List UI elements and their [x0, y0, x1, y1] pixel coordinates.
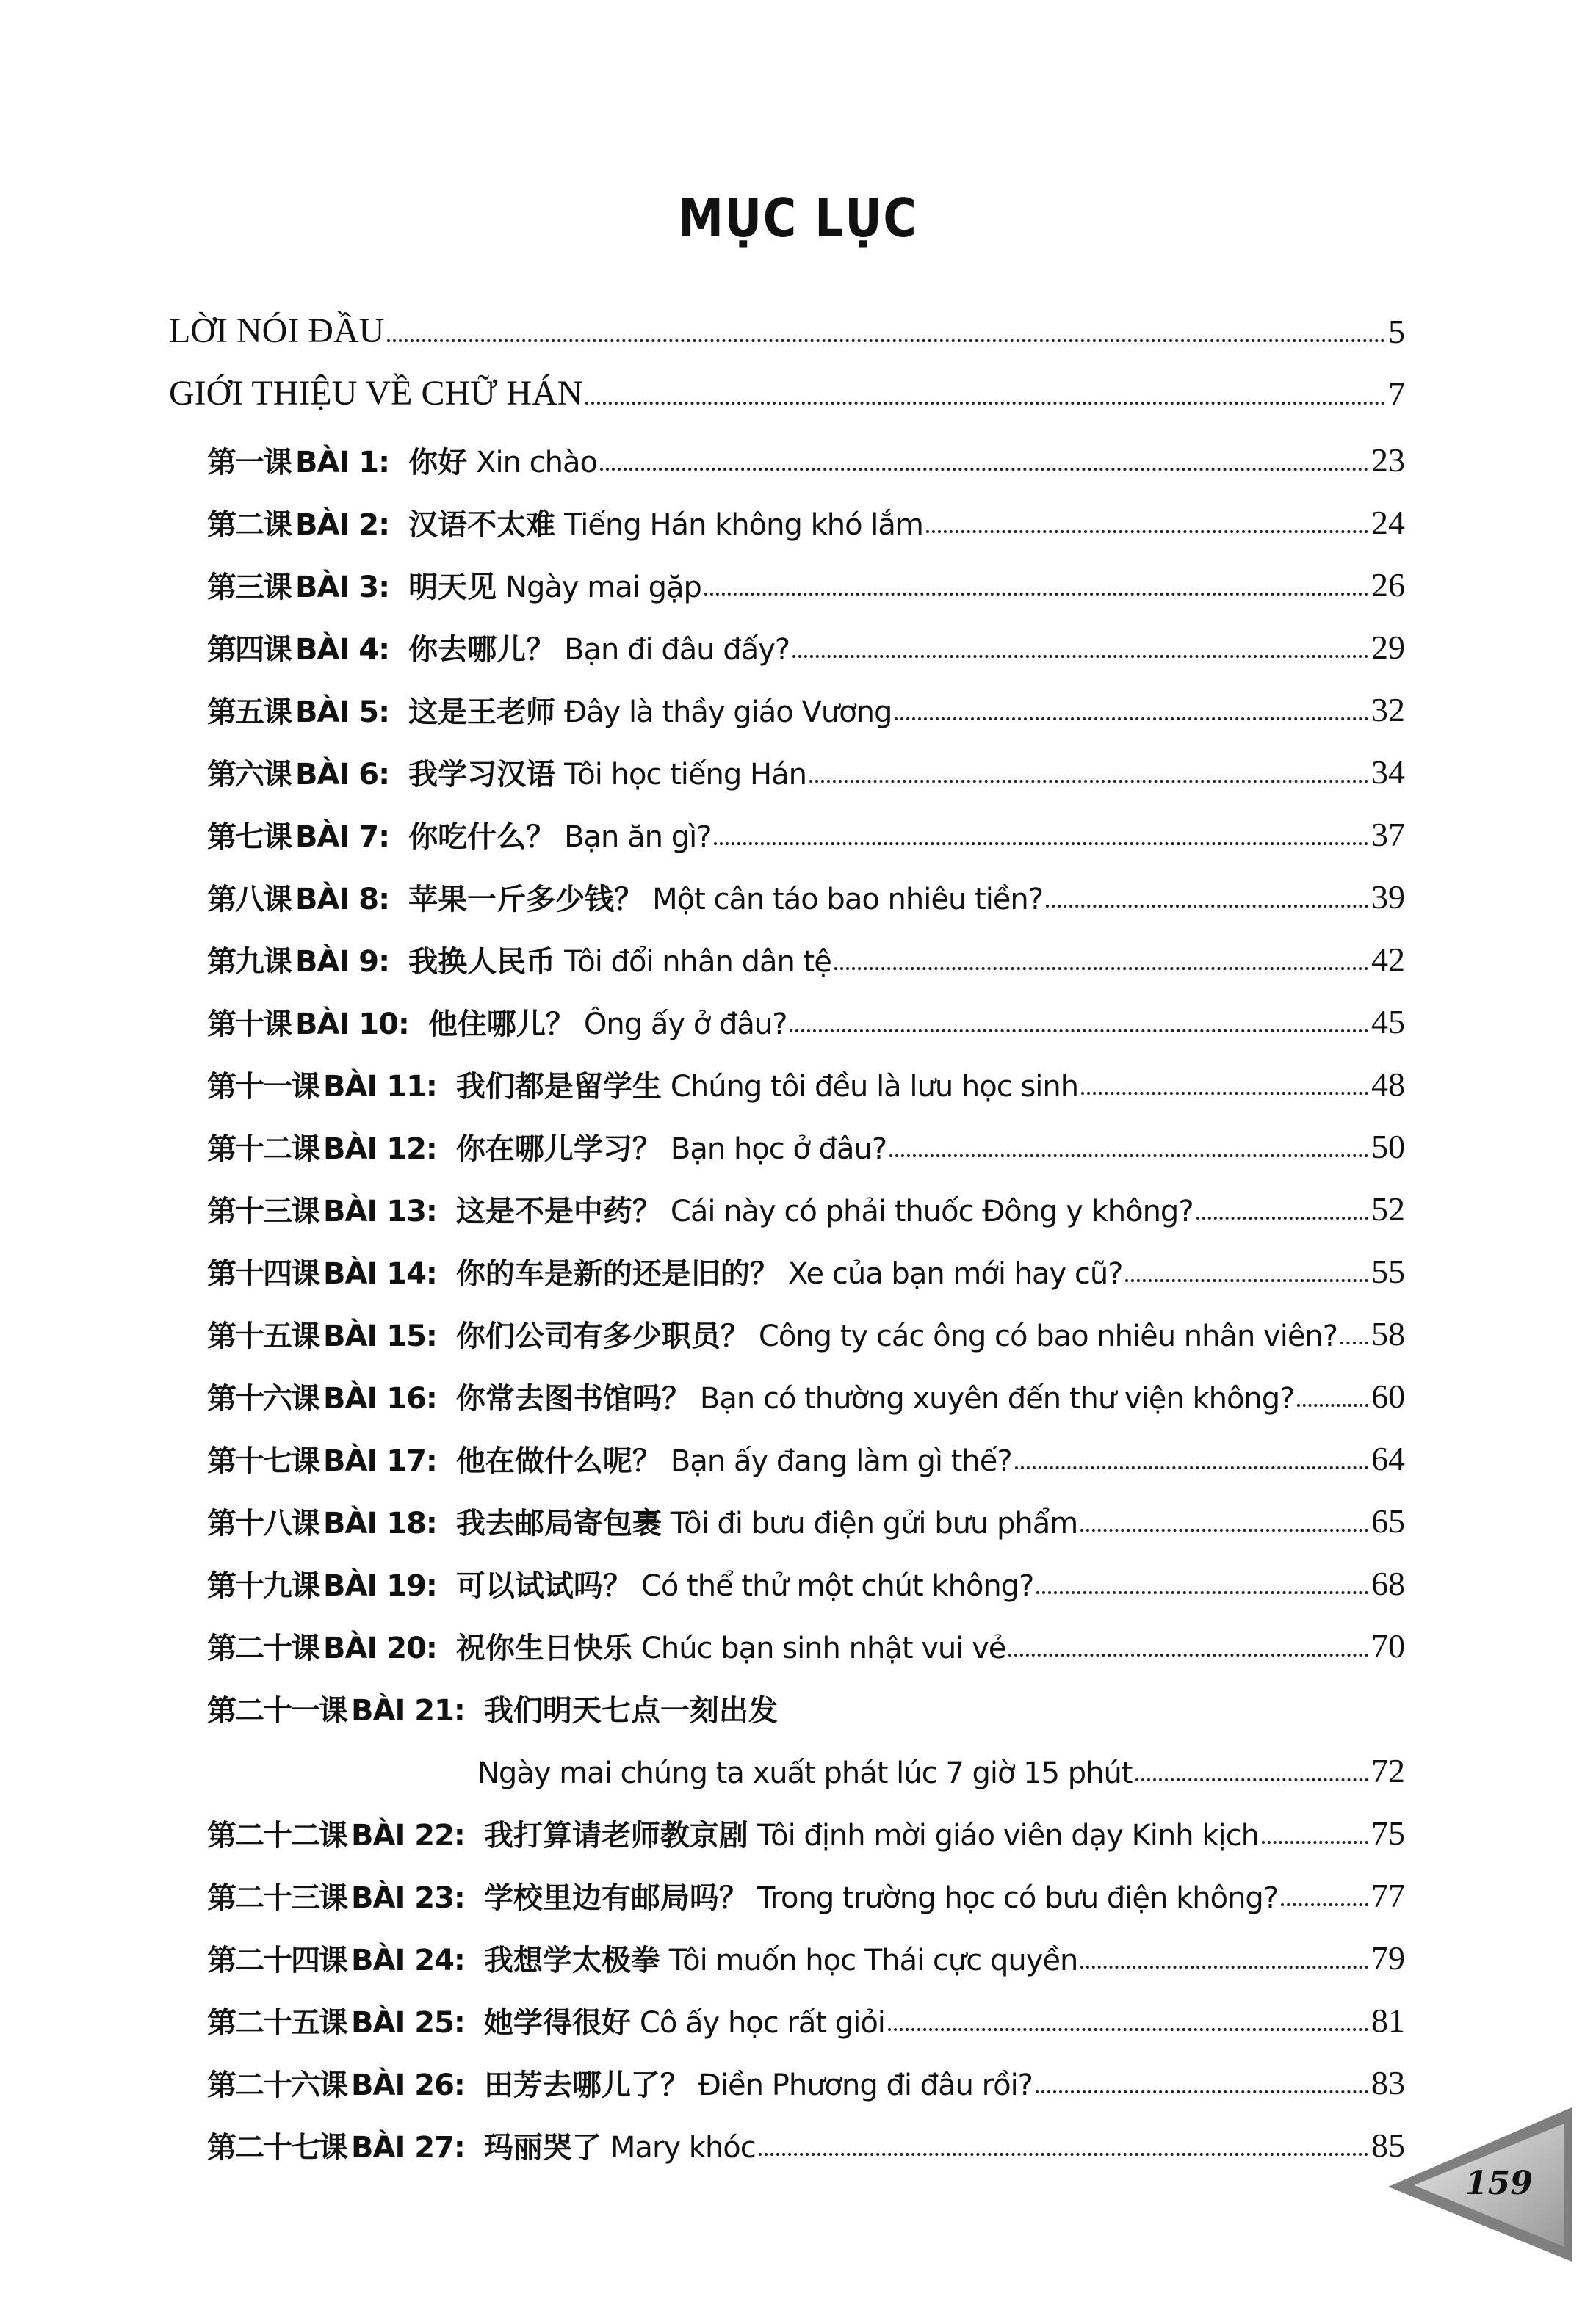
lesson-number-zh: 第十七课 [207, 1444, 319, 1478]
toc-lesson-20[interactable] [207, 1612, 1405, 1663]
leader-dots [926, 530, 1368, 533]
lesson-title-vi: Cô ấy học rất giỏi [639, 2006, 885, 2040]
lesson-title-zh: 玛丽哭了 [483, 2131, 602, 2165]
lesson-title-zh: 你在哪儿学习？ [455, 1132, 662, 1166]
lesson-number-zh: 第十一课 [207, 1070, 319, 1104]
lesson-title-vi: Bạn đi đâu đấy? [564, 633, 790, 667]
lesson-number-vi: BÀI 3: [295, 571, 390, 604]
lesson-title-vi: Xin chào [476, 446, 598, 479]
lesson-number-zh: 第二十六课 [207, 2068, 347, 2102]
leader-dots [1081, 1092, 1368, 1095]
lesson-title-vi: Mary khóc [610, 2131, 756, 2165]
lesson-title-vi: Trong trường học có bưu điện không? [757, 1881, 1279, 1915]
toc-page-number: 52 [1371, 1190, 1405, 1228]
toc-page-number: 29 [1371, 629, 1405, 666]
toc-page-number: 32 [1371, 691, 1405, 728]
lesson-title-zh: 你好 [408, 446, 468, 479]
lesson-number-zh: 第十三课 [207, 1195, 319, 1228]
lesson-title-vi: Bạn học ở đâu? [670, 1132, 887, 1166]
toc-page-number: 72 [1371, 1752, 1405, 1789]
lesson-number-vi: BÀI 11: [323, 1070, 437, 1104]
lesson-title-zh: 可以试试吗？ [455, 1569, 632, 1603]
toc-page-number: 34 [1371, 753, 1405, 791]
lesson-number-vi: BÀI 14: [323, 1257, 437, 1291]
leader-dots [1281, 1903, 1368, 1906]
toc-lesson-15[interactable] [207, 1300, 1405, 1351]
toc-page-number: 37 [1371, 816, 1405, 853]
toc-page-number: 64 [1371, 1440, 1405, 1477]
leader-dots [790, 1029, 1368, 1032]
toc-entry-introduction[interactable] [169, 360, 1405, 411]
lesson-number-vi: BÀI 20: [323, 1632, 437, 1665]
toc-lesson-23[interactable] [207, 1861, 1405, 1913]
lesson-title-zh: 这是不是中药？ [455, 1195, 662, 1228]
leader-dots [585, 402, 1385, 405]
leader-dots [1015, 1466, 1368, 1469]
lesson-title-zh: 汉语不太难 [408, 508, 556, 542]
lesson-title-vi: Tiếng Hán không khó lắm [564, 508, 923, 542]
lesson-title-vi: Điền Phương đi đâu rồi? [698, 2068, 1033, 2102]
lesson-title-zh: 我们明天七点一刻出发 [483, 1694, 778, 1728]
lesson-number-zh: 第十四课 [207, 1257, 319, 1291]
leader-dots [1297, 1404, 1368, 1407]
toc-entry-foreword[interactable] [169, 297, 1405, 349]
toc-entry-label: GIỚI THIỆU VỀ CHỮ HÁN [169, 374, 583, 413]
lesson-title-zh: 我学习汉语 [408, 758, 556, 792]
lesson-title-vi: Công ty các ông có bao nhiêu nhân viên? [758, 1320, 1338, 1353]
toc-lesson-17[interactable] [207, 1425, 1405, 1476]
toc-page-number: 23 [1371, 441, 1405, 479]
lesson-title-vi: Tôi định mời giáo viên dạy Kinh kịch [757, 1819, 1259, 1853]
toc-page-number: 65 [1371, 1502, 1405, 1540]
lesson-title-zh: 我想学太极拳 [483, 1944, 660, 1977]
lesson-number-vi: BÀI 1: [295, 446, 390, 479]
lesson-title-vi: Ngày mai gặp [505, 571, 701, 604]
lesson-title-vi: Ông ấy ở đâu? [583, 1007, 787, 1041]
toc-lesson-8[interactable] [207, 863, 1405, 914]
lesson-number-zh: 第三课 [207, 571, 291, 604]
toc-page-number: 58 [1371, 1315, 1405, 1353]
lesson-title-zh: 你们公司有多少职员？ [455, 1320, 750, 1353]
lesson-title-zh: 我去邮局寄包裹 [455, 1507, 662, 1541]
lesson-number-zh: 第七课 [207, 820, 291, 854]
toc-lesson-10[interactable] [207, 988, 1405, 1039]
lesson-number-vi: BÀI 13: [323, 1195, 437, 1228]
lesson-title-zh: 祝你生日快乐 [455, 1632, 632, 1665]
toc-lesson-9[interactable] [207, 925, 1405, 977]
toc-entry-label: LỜI NÓI ĐẦU [169, 311, 385, 350]
toc-lesson-26[interactable] [207, 2049, 1405, 2100]
leader-dots [1080, 1966, 1368, 1969]
lesson-number-zh: 第九课 [207, 945, 291, 979]
leader-dots [704, 593, 1368, 596]
toc-lesson-22[interactable] [207, 1799, 1405, 1853]
lesson-number-zh: 第二十一课 [207, 1694, 347, 1728]
leader-dots [834, 967, 1368, 970]
toc-page-number: 7 [1388, 375, 1405, 413]
lesson-number-zh: 第二课 [207, 508, 291, 542]
leader-dots [600, 468, 1368, 471]
lesson-title-vi: Bạn ấy đang làm gì thế? [670, 1444, 1012, 1478]
lesson-title-zh: 你去哪儿？ [408, 633, 556, 667]
leader-dots [714, 842, 1368, 845]
toc-lesson-12[interactable] [207, 1112, 1405, 1164]
lesson-number-vi: BÀI 4: [295, 633, 390, 667]
lesson-title-vi: Tôi muốn học Thái cực quyền [668, 1944, 1078, 1977]
toc-page-number: 70 [1371, 1627, 1405, 1665]
toc-lesson-16[interactable] [207, 1362, 1405, 1416]
lesson-title-vi: Cái này có phải thuốc Đông y không? [670, 1195, 1194, 1228]
lesson-title-vi: Xe của bạn mới hay cũ? [787, 1257, 1123, 1291]
lesson-number-vi: BÀI 2: [295, 508, 390, 542]
lesson-number-vi: BÀI 24: [351, 1944, 465, 1977]
toc-page-number: 39 [1371, 878, 1405, 916]
lesson-number-zh: 第八课 [207, 883, 291, 916]
toc-page-number: 79 [1371, 1939, 1405, 1977]
toc-lesson-24[interactable] [207, 1924, 1405, 1975]
page-title: MỤC LỤC [678, 187, 918, 249]
leader-dots [895, 717, 1368, 720]
leader-dots [889, 1154, 1368, 1157]
leader-dots [1196, 1217, 1368, 1220]
lesson-number-zh: 第二十五课 [207, 2006, 347, 2040]
lesson-number-zh: 第十二课 [207, 1132, 319, 1166]
leader-dots [1008, 1654, 1368, 1657]
leader-dots [1080, 1529, 1368, 1532]
lesson-title-vi: Tôi đi bưu điện gửi bưu phẩm [670, 1507, 1078, 1541]
lesson-number-zh: 第十八课 [207, 1507, 319, 1541]
lesson-title-zh: 我们都是留学生 [455, 1070, 662, 1104]
toc-lesson-13[interactable] [207, 1175, 1405, 1226]
lesson-number-zh: 第六课 [207, 758, 291, 792]
leader-dots [1125, 1279, 1368, 1282]
lesson-title-zh: 你吃什么？ [408, 820, 556, 854]
lesson-title-vi: Ngày mai chúng ta xuất phát lúc 7 giờ 15 phút [477, 1756, 1133, 1790]
lesson-number-vi: BÀI 27: [351, 2131, 465, 2165]
lesson-number-zh: 第十九课 [207, 1569, 319, 1603]
leader-dots [1340, 1342, 1368, 1344]
lesson-number-zh: 第十课 [207, 1007, 291, 1041]
toc-page-number: 45 [1371, 1003, 1405, 1040]
lesson-title-zh: 学校里边有邮局吗？ [483, 1881, 748, 1915]
toc-page-number: 24 [1371, 504, 1405, 541]
lesson-number-zh: 第二十二课 [207, 1819, 347, 1853]
lesson-number-vi: BÀI 22: [351, 1819, 465, 1853]
lesson-title-vi: Bạn ăn gì? [564, 820, 712, 854]
toc-page-number: 68 [1371, 1565, 1405, 1602]
lesson-number-zh: 第十六课 [207, 1382, 319, 1416]
lesson-number-vi: BÀI 6: [295, 758, 390, 792]
lesson-number-vi: BÀI 10: [295, 1007, 409, 1041]
leader-dots [387, 339, 1385, 342]
lesson-number-vi: BÀI 25: [351, 2006, 465, 2040]
toc-page-number: 5 [1388, 313, 1405, 350]
leader-dots [1262, 1841, 1368, 1844]
page-number: 159 [1465, 2165, 1533, 2202]
lesson-title-zh: 你常去图书馆吗？ [455, 1382, 691, 1416]
lesson-title-zh: 你的车是新的还是旧的？ [455, 1257, 779, 1291]
toc-page-number: 83 [1371, 2064, 1405, 2102]
lesson-number-vi: BÀI 16: [323, 1382, 437, 1416]
toc-page-number: 77 [1371, 1877, 1405, 1914]
toc-lesson-1[interactable] [207, 426, 1405, 477]
lesson-title-vi: Tôi đổi nhân dân tệ [564, 945, 831, 979]
lesson-title-zh: 田芳去哪儿了？ [483, 2068, 690, 2102]
lesson-title-zh: 明天见 [408, 571, 497, 604]
lesson-number-zh: 第二十三课 [207, 1881, 347, 1915]
toc-lesson-25[interactable] [207, 1986, 1405, 2038]
toc-lesson-7[interactable] [207, 800, 1405, 852]
lesson-title-zh: 我换人民币 [408, 945, 556, 979]
toc-lesson-19[interactable] [207, 1549, 1405, 1601]
leader-dots [1036, 1591, 1368, 1594]
toc-page-number: 55 [1371, 1253, 1405, 1290]
lesson-title-vi: Đây là thầy giáo Vương [564, 695, 892, 729]
lesson-number-zh: 第二十课 [207, 1632, 319, 1665]
lesson-number-vi: BÀI 8: [295, 883, 390, 916]
lesson-title-zh: 这是王老师 [408, 695, 556, 729]
lesson-number-zh: 第十五课 [207, 1320, 319, 1353]
lesson-title-vi: Tôi học tiếng Hán [564, 758, 806, 792]
lesson-number-vi: BÀI 5: [295, 695, 390, 729]
toc-lesson-3[interactable] [207, 551, 1405, 602]
toc-lesson-14[interactable] [207, 1237, 1405, 1289]
lesson-number-vi: BÀI 23: [351, 1881, 465, 1915]
toc-lesson-21[interactable] [207, 1674, 1405, 1726]
lesson-number-zh: 第四课 [207, 633, 291, 667]
lesson-number-vi: BÀI 12: [323, 1132, 437, 1166]
lesson-title-vi: Bạn có thường xuyên đến thư viện không? [699, 1382, 1295, 1416]
toc-page-number: 75 [1371, 1814, 1405, 1852]
lesson-title-zh: 苹果一斤多少钱？ [408, 883, 644, 916]
leader-dots [809, 780, 1368, 783]
lesson-title-vi: Chúng tôi đều là lưu học sinh [670, 1070, 1079, 1104]
toc-page-number: 50 [1371, 1128, 1405, 1165]
leader-dots [1046, 905, 1368, 908]
lesson-number-vi: BÀI 18: [323, 1507, 437, 1541]
leader-dots [888, 2028, 1368, 2031]
lesson-number-zh: 第五课 [207, 695, 291, 729]
lesson-title-zh: 他在做什么呢？ [455, 1444, 662, 1478]
lesson-title-vi: Một cân táo bao nhiêu tiền? [652, 883, 1043, 916]
lesson-number-vi: BÀI 17: [323, 1444, 437, 1478]
toc-page-number: 48 [1371, 1065, 1405, 1103]
leader-dots [1036, 2090, 1368, 2093]
lesson-title-zh: 她学得很好 [483, 2006, 631, 2040]
lesson-number-vi: BÀI 9: [295, 945, 390, 979]
toc-lesson-5[interactable] [207, 676, 1405, 727]
lesson-number-zh: 第二十七课 [207, 2131, 347, 2165]
lesson-number-vi: BÀI 15: [323, 1320, 437, 1353]
leader-dots [792, 655, 1368, 658]
lesson-number-vi: BÀI 21: [351, 1694, 465, 1728]
lesson-number-zh: 第二十四课 [207, 1944, 347, 1977]
toc-lesson-11[interactable] [207, 1050, 1405, 1104]
leader-dots [759, 2153, 1368, 2156]
toc-page-number: 42 [1371, 941, 1405, 978]
toc-page-number: 60 [1371, 1378, 1405, 1415]
toc-lesson-2[interactable] [207, 488, 1405, 540]
lesson-number-vi: BÀI 19: [323, 1569, 437, 1603]
lesson-number-vi: BÀI 26: [351, 2068, 465, 2102]
lesson-title-zh: 我打算请老师教京剧 [483, 1819, 748, 1853]
lesson-title-zh: 他住哪儿？ [427, 1007, 575, 1041]
lesson-number-zh: 第一课 [207, 446, 291, 479]
toc-lesson-21-continued[interactable] [477, 1737, 1405, 1788]
toc-lesson-18[interactable] [207, 1487, 1405, 1541]
lesson-title-vi: Có thể thử một chút không? [640, 1569, 1034, 1603]
toc-page-number: 26 [1371, 566, 1405, 604]
toc-page-number: 85 [1371, 2126, 1405, 2164]
toc-lesson-6[interactable] [207, 738, 1405, 792]
toc-page-number: 81 [1371, 2002, 1405, 2039]
toc-lesson-4[interactable] [207, 613, 1405, 665]
toc-lesson-27[interactable] [207, 2111, 1405, 2165]
leader-dots [1135, 1778, 1368, 1781]
lesson-title-vi: Chúc bạn sinh nhật vui vẻ [640, 1632, 1006, 1665]
lesson-number-vi: BÀI 7: [295, 820, 390, 854]
